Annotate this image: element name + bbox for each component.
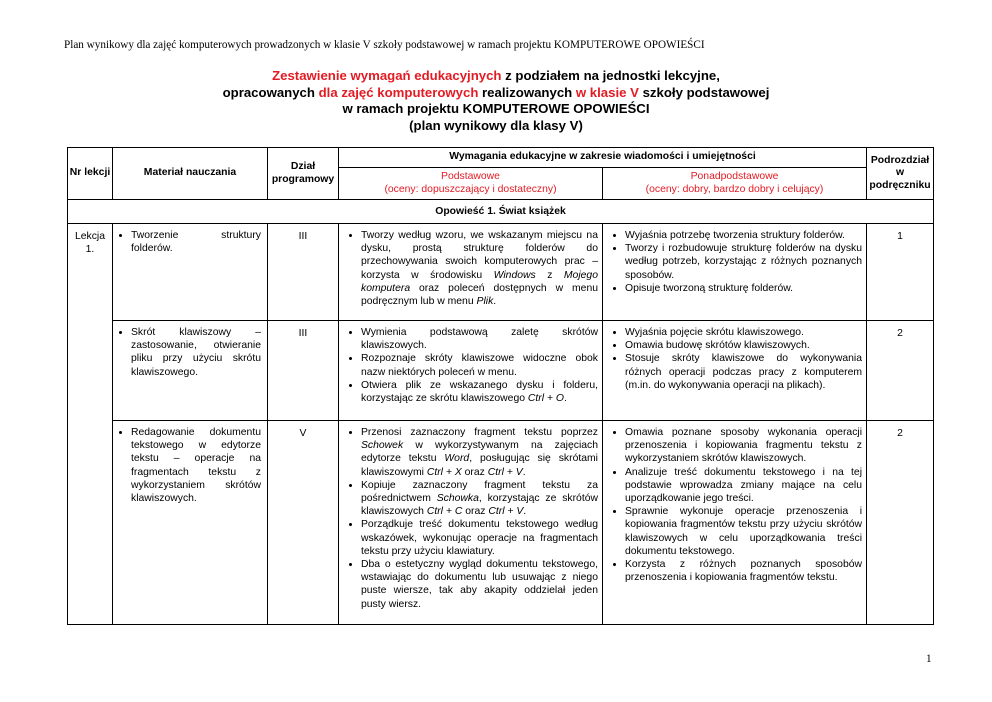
table-row xyxy=(68,321,934,421)
requirement-text: Dba o estetyczny wygląd dokumentu tekstowego, wstawiając do dokumentu lub usuwając z niego puste wiersze, tak aby akapity oddzielał jeden pusty wiersz. xyxy=(361,559,598,610)
requirement-text: . xyxy=(522,466,526,478)
requirement-text: Windows xyxy=(493,269,536,281)
podstawowe-cell xyxy=(339,224,603,321)
ponad-cell xyxy=(603,421,867,625)
requirement-text: Schowek xyxy=(361,440,404,452)
requirement-text: z xyxy=(535,269,564,281)
requirement-text: Porządkuje treść dokumentu tekstowego według wskazówek, wykonując operacje na fragmentach tekstu przy użyciu klawiatury. xyxy=(361,519,598,557)
requirement-item: • Opisuje tworzoną strukturę folderów. xyxy=(625,282,862,295)
requirement-item xyxy=(361,229,598,308)
header-dzial: Dział programowy xyxy=(268,148,339,200)
material-item: • Skrót klawiszowy – zastosowanie, otwieranie pliku przy użyciu skrótu klawiszowego. xyxy=(131,326,261,379)
dzial-cell: III xyxy=(268,224,339,321)
requirement-text: Rozpoznaje skróty klawiszowe widoczne obok nazw niektórych poleceń w menu. xyxy=(361,353,598,378)
podstawowe-cell xyxy=(339,321,603,421)
requirement-item xyxy=(361,326,598,352)
requirement-text: Schowka xyxy=(436,493,479,505)
header-material: Materiał nauczania xyxy=(113,148,268,200)
ponad-cell xyxy=(603,224,867,321)
requirement-item xyxy=(361,352,598,378)
requirement-text: Tworzy według wzoru, we wskazanym miejscu na dysku, prostą strukturę folderów do przechowywania swoich komputerowych prac – korzysta w środowisku xyxy=(361,230,598,281)
podrozdzial-cell: 2 xyxy=(867,421,934,625)
header-ponad xyxy=(603,168,867,200)
requirement-text: Ctrl + O xyxy=(527,393,564,405)
requirement-item: • Omawia poznane sposoby wykonania operacji przenoszenia i kopiowania fragmentu tekstu z wykorzystaniem skrótów klawiszowych. xyxy=(625,426,862,466)
requirement-text: oraz xyxy=(461,466,488,478)
header-ponad-label: Ponadpodstawowe xyxy=(690,171,779,182)
title-part: szkoły podstawowej xyxy=(638,84,770,100)
podstawowe-cell xyxy=(339,421,603,625)
title-part: opracowanych xyxy=(222,84,319,100)
dzial-cell: V xyxy=(268,421,339,625)
header-nr: Nr lekcji xyxy=(68,148,113,200)
requirement-item xyxy=(361,426,598,479)
requirements-table xyxy=(67,147,934,625)
requirement-text: Otwiera plik ze wskazanego dysku i folderu, korzystając ze skrótu klawiszowego xyxy=(361,379,598,405)
page-number: 1 xyxy=(926,653,932,665)
requirement-item: • Omawia budowę skrótów klawiszowych. xyxy=(625,339,862,352)
ponad-cell xyxy=(603,321,867,421)
lesson-number: Lekcja 1. xyxy=(68,224,113,625)
requirement-item xyxy=(361,518,598,558)
requirement-text: , posługując się skrótami klawiszowymi xyxy=(361,453,598,478)
requirement-text: oraz xyxy=(462,506,489,518)
requirement-text: w wykorzystywanym na zajęciach edytorze tekstu xyxy=(361,440,598,465)
requirement-text: Ctrl + V xyxy=(487,466,523,478)
podrozdzial-cell: 1 xyxy=(867,224,934,321)
title-line: w ramach projektu KOMPUTEROWE OPOWIEŚCI xyxy=(342,101,650,116)
title-part: realizowanych xyxy=(478,84,576,100)
requirement-item xyxy=(361,379,598,405)
requirement-text: . xyxy=(523,506,527,518)
requirement-text: Przenosi zaznaczony fragment tekstu poprzez xyxy=(361,427,598,438)
header-podstawowe-oceny: (oceny: dopuszczający i dostateczny) xyxy=(384,183,557,195)
section-title: Opowieść 1. Świat książek xyxy=(68,200,934,224)
header-podstawowe xyxy=(339,168,603,200)
table-row xyxy=(68,224,934,321)
page-header: Plan wynikowy dla zajęć komputerowych prowadzonych w klasie V szkoły podstawowej w ramach projektu KOMPUTEROWE OPOWIEŚCI xyxy=(64,39,705,51)
requirement-item: • Korzysta z różnych poznanych sposobów przenoszenia i kopiowania fragmentów tekstu. xyxy=(625,558,862,584)
requirement-text: oraz poleceń dostępnych w menu podręcznym lub w menu xyxy=(361,282,598,308)
podrozdzial-cell: 2 xyxy=(867,321,934,421)
title-part: z podziałem na jednostki lekcyjne, xyxy=(501,68,720,83)
requirement-text: Word xyxy=(444,453,470,465)
header-ponad-oceny: (oceny: dobry, bardzo dobry i celujący) xyxy=(645,183,824,195)
requirement-item: • Wyjaśnia potrzebę tworzenia struktury folderów. xyxy=(625,229,862,242)
header-podstawowe-label: Podstawowe xyxy=(441,171,500,182)
requirement-text: . xyxy=(563,393,567,405)
requirement-item xyxy=(361,558,598,611)
requirement-text: Ctrl + V xyxy=(488,506,524,518)
header-wymagania: Wymagania edukacyjne w zakresie wiadomości i umiejętności xyxy=(339,148,867,168)
material-item: • Redagowanie dokumentu tekstowego w edytorze tekstu – operacje na fragmentach tekstu z wykorzystaniem skrótów klawiszowych. xyxy=(131,426,261,505)
header-podrozdzial: Podrozdział w podręczniku xyxy=(867,148,934,200)
material-item: • Tworzenie struktury folderów. xyxy=(131,229,261,255)
title-line: (plan wynikowy dla klasy V) xyxy=(409,117,583,133)
requirement-text: , korzystając ze skrótów klawiszowych xyxy=(361,493,599,518)
title-part: Zestawienie wymagań edukacyjnych xyxy=(272,68,502,83)
dzial-cell: III xyxy=(268,321,339,421)
requirement-text: Mojego komputera xyxy=(361,269,598,294)
requirement-text: Plik xyxy=(476,296,494,308)
requirement-item: • Sprawnie wykonuje operacje przenoszenia i kopiowania fragmentów tekstu przy użyciu skrótów klawiszowych w celu uporządkowania treści dokumentu tekstowego. xyxy=(625,505,862,558)
requirement-text: Ctrl + C xyxy=(426,506,463,518)
requirement-item: • Tworzy i rozbudowuje strukturę folderów na dysku według potrzeb, korzystając z różnych poznanych sposobów. xyxy=(625,242,862,282)
material-cell xyxy=(113,421,268,625)
title-part: w klasie V xyxy=(575,84,639,100)
requirement-item: • Stosuje skróty klawiszowe do wykonywania różnych operacji podczas pracy z komputerem (m.in. do wykonywania operacji na plikach). xyxy=(625,352,862,392)
requirement-item: • Analizuje treść dokumentu tekstowego i na tej podstawie wprowadza zmiany mające na celu uporządkowanie jego treści. xyxy=(625,466,862,506)
requirement-item xyxy=(361,479,598,519)
requirement-text: Wymienia podstawową zaletę skrótów klawiszowych. xyxy=(361,327,598,352)
requirement-item: • Wyjaśnia pojęcie skrótu klawiszowego. xyxy=(625,326,862,339)
material-cell xyxy=(113,224,268,321)
table-row xyxy=(68,421,934,625)
material-cell xyxy=(113,321,268,421)
document-title xyxy=(0,68,992,134)
title-part: dla zajęć komputerowych xyxy=(318,84,479,100)
requirement-text: Ctrl + X xyxy=(426,466,462,478)
requirement-text: . xyxy=(493,296,497,308)
requirement-text: Kopiuje zaznaczony fragment tekstu za pośrednictwem xyxy=(361,479,598,505)
